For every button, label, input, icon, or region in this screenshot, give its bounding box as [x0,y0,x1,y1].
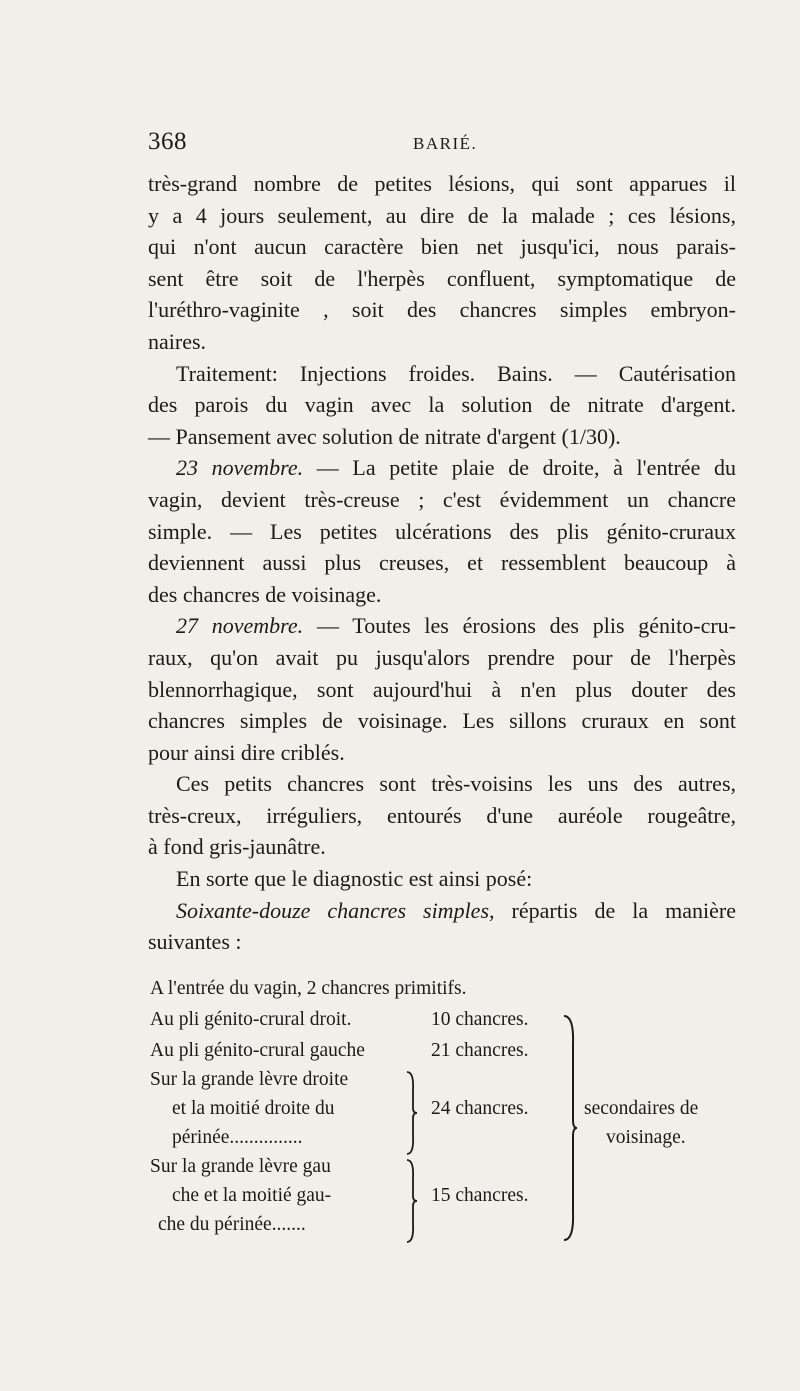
paragraph-description [148,768,736,863]
emphasis-text: Soixante-douze chancres simples, [176,897,495,923]
text-line: des chancres de voisinage. [148,581,382,607]
text-line: simple. — Les petites ulcérations des plis génito-cruraux [148,518,736,544]
text-line: qui n'ont aucun caractère bien net jusqu'ici, nous parais- [148,234,736,260]
right-brace [405,1158,419,1244]
text-line [148,452,736,484]
paragraph-continuation [148,168,736,358]
table-row-value: 15 chancres. [431,1185,529,1206]
text-line: pour ainsi dire criblés. [148,739,345,765]
text-line: suivantes : [148,929,242,955]
text-line [148,610,736,642]
text-line: raux, qu'on avait pu jusqu'alors prendre pour de l'herpès [148,644,736,670]
paragraph-27-novembre [148,610,736,768]
text-span: — La petite plaie de droite, à l'entrée du [303,455,736,481]
text-span: répartis de la manière [494,897,736,923]
text-line: l'uréthro-vaginite , soit des chancres simples embryon- [148,297,736,323]
text-line [148,895,736,927]
text-line: vagin, devient très-creuse ; c'est évidemment un chancre [148,486,736,512]
text-line: sent être soit de l'herpès confluent, symptomatique de [148,265,736,291]
text-line: des parois du vagin avec la solution de nitrate d'argent. [148,392,736,418]
right-brace [405,1070,419,1156]
text-line: chancres simples de voisinage. Les sillons cruraux en sont [148,708,736,734]
table-row-label: che et la moitié gau- [172,1185,332,1206]
text-line: En sorte que le diagnostic est ainsi posé: [176,866,533,892]
table-row: A l'entrée du vagin, 2 chancres primitifs. [150,978,467,999]
text-line: très-grand nombre de petites lésions, qui sont apparues il [148,171,736,196]
group-label: secondaires de [584,1098,699,1119]
entry-date: 23 novembre. [176,455,304,481]
text-line: blennorrhagique, sont aujourd'hui à n'en plus douter des [148,676,736,702]
paragraph-diagnostic [148,863,736,895]
text-line: naires. [148,328,207,354]
table-row-label: che du périnée....... [158,1214,306,1235]
table-row-label: Sur la grande lèvre droite [150,1069,349,1090]
text-line: — Pansement avec solution de nitrate d'argent (1/30). [148,423,621,449]
group-label: voisinage. [606,1127,686,1148]
page-number: 368 [148,128,187,155]
table-row-label: Au pli génito-crural droit. [150,1009,352,1030]
text-line: Ces petits chancres sont très-voisins les uns des autres, [176,771,736,797]
running-head: BARIÉ. [413,134,478,153]
table-row-label: périnée............... [172,1127,303,1148]
paragraph-summary [148,895,736,958]
page-header [148,128,738,164]
table-row-value: 21 chancres. [431,1040,529,1061]
text-span: — Toutes les érosions des plis génito-cru- [303,613,736,639]
table-row-label: Sur la grande lèvre gau [150,1156,331,1177]
text-line: y a 4 jours seulement, au dire de la malade ; ces lésions, [148,202,736,228]
group-brace [562,1014,578,1242]
text-line: à fond gris-jaunâtre. [148,834,326,860]
text-line: Traitement: Injections froides. Bains. — Cautérisation [176,360,736,386]
paragraph-treatment [148,358,736,453]
body-text [148,168,736,958]
table-row-value: 24 chancres. [431,1098,529,1119]
table-row-label: Au pli génito-crural gauche [150,1040,365,1061]
text-line: deviennent aussi plus creuses, et ressemblent beaucoup à [148,550,736,576]
table-row-value: 10 chancres. [431,1009,529,1030]
entry-date: 27 novembre. [176,613,304,639]
paragraph-23-novembre [148,452,736,610]
text-line: très-creux, irréguliers, entourés d'une auréole rougeâtre, [148,802,736,828]
table-row-label: et la moitié droite du [172,1098,335,1119]
